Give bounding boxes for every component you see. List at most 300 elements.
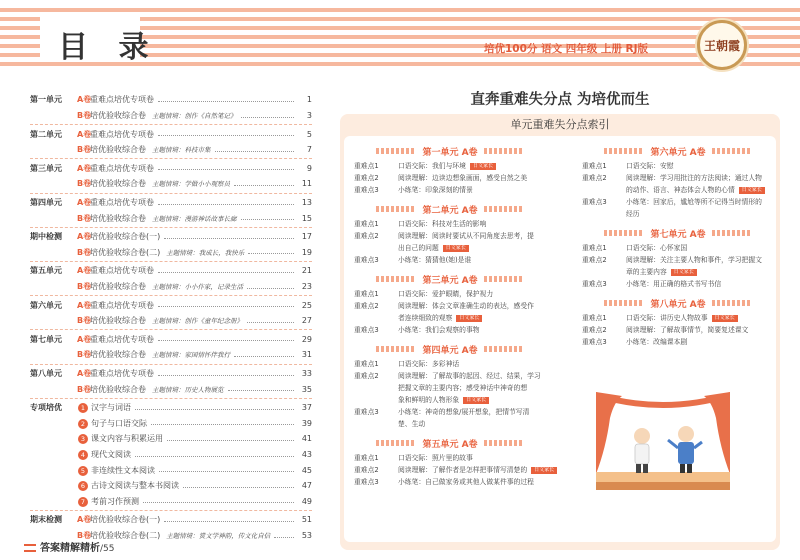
toc-name (90, 213, 237, 224)
point-tag: 日文家长 (712, 315, 738, 322)
point-text: 经历 (626, 210, 640, 218)
point-text: 阅读理解：边读边想象画面，感受自然之美 (398, 174, 528, 182)
toc-separator (30, 329, 312, 330)
toc-name (90, 315, 243, 326)
toc-page-number: 31 (301, 350, 312, 360)
toc-page-number: 35 (301, 384, 312, 394)
toc-paper-type: A卷 (77, 300, 92, 310)
point-text: 把握文章的主要内容；感受神话中神奇的想 (398, 384, 528, 392)
point-text: 口语交际：我们与环境 (398, 162, 466, 170)
toc-page-number: 13 (301, 197, 312, 207)
toc-page-number: 7 (306, 145, 312, 155)
toc-paper-type: A卷 (77, 129, 92, 139)
toc-paper-type: B卷 (77, 247, 92, 257)
toc-theme: 主题情境：历史人物展览 (152, 385, 224, 394)
point-text: 阅读理解：体会文章准确生动的表达，感受作 (398, 302, 534, 310)
toc-name (78, 433, 163, 444)
toc-title: 课文内容与积累运用 (91, 434, 163, 444)
index-point (354, 288, 493, 300)
point-text: 象和鲜明的人物形象 (398, 396, 460, 404)
toc-paper-type: B卷 (77, 110, 92, 120)
toc-name (90, 129, 154, 140)
toc-paper-type: A卷 (77, 232, 92, 242)
toc-entry[interactable] (20, 462, 312, 478)
toc-unit: 第八单元 (30, 368, 62, 378)
toc-title: 培优验收综合卷 (90, 179, 146, 189)
toc-entry[interactable] (20, 381, 312, 397)
toc-dot-leader (228, 390, 294, 391)
toc-entry[interactable] (20, 415, 312, 431)
toc-paper-type: B卷 (77, 530, 92, 540)
toc-paper-type: B卷 (77, 350, 92, 360)
toc-name (90, 300, 154, 311)
toc-page-number: 19 (301, 247, 312, 257)
index-section-title (350, 144, 550, 158)
point-tag: 日文家长 (470, 163, 496, 170)
point-text: 小练笔：神奇的想象/展开想象，把情节写清 (398, 408, 530, 416)
toc-unit: 第一单元 (30, 95, 62, 105)
toc-name (90, 349, 230, 360)
index-point (582, 278, 721, 290)
point-label: 重难点3 (582, 198, 607, 206)
toc-title: 培优验收综合卷(二) (90, 247, 161, 257)
toc-paper-type: B卷 (77, 384, 92, 394)
toc-name (90, 368, 154, 379)
index-headline: 直奔重难失分点 为培优而生 (470, 92, 650, 108)
point-label: 重难点3 (354, 478, 379, 486)
topic-number: 1 (78, 403, 88, 413)
toc-paper-type: A卷 (77, 95, 92, 105)
toc-page-number: 37 (301, 403, 312, 413)
toc-separator (30, 158, 312, 159)
point-label: 重难点2 (354, 232, 379, 240)
toc-unit: 第六单元 (30, 300, 62, 310)
toc-paper-type: A卷 (77, 515, 92, 525)
toc-entry[interactable] (20, 160, 312, 176)
point-text: 小练笔：自己做家务或其他人做某件事的过程 (398, 478, 534, 486)
index-point (354, 300, 534, 312)
toc-entry[interactable] (20, 142, 312, 158)
toc-name (90, 281, 243, 292)
toc-title: 考前习作预测 (91, 496, 139, 506)
point-label: 重难点2 (582, 174, 607, 182)
toc-unit: 第七单元 (30, 334, 62, 344)
toc-name (90, 163, 154, 174)
toc-name (90, 334, 154, 345)
toc-title: 重难点培优专项卷 (90, 334, 154, 344)
toc-theme: 主题情境：家国情怀伴我行 (152, 351, 230, 360)
point-text: 小练笔：回家后，尴尬等所不记得当时情形的 (626, 198, 762, 206)
answer-section[interactable] (24, 539, 114, 554)
toc-title: 培优验收综合卷(一) (90, 515, 161, 525)
toc-entry[interactable] (20, 210, 312, 226)
toc-dot-leader (158, 272, 294, 273)
index-point (354, 358, 459, 370)
section-title-text: 第八单元 A卷 (650, 299, 706, 310)
toc-page-number: 23 (301, 281, 312, 291)
point-text: 小练笔：我们会观察的事物 (398, 326, 480, 334)
index-section-title (350, 342, 550, 356)
point-text: 小练笔：猜猜他(她)是谁 (398, 256, 472, 264)
toc-entry[interactable] (20, 313, 312, 329)
point-text: 小练笔：用正确的格式书写书信 (626, 280, 722, 288)
index-point (354, 312, 482, 324)
point-text: 阅读理解：了解故事的起因、经过、结果，学习 (398, 372, 541, 380)
toc-name (78, 449, 131, 460)
toc-dot-leader (158, 101, 294, 102)
toc-unit: 专项培优 (30, 403, 62, 413)
toc-theme: 主题情境：学做小小观察员 (152, 180, 230, 189)
toc-paper-type: B卷 (77, 316, 92, 326)
toc-page-number: 21 (301, 266, 312, 276)
toc-entry[interactable] (20, 176, 312, 192)
index-point (582, 196, 762, 208)
toc-dot-leader (247, 288, 294, 289)
toc-entry[interactable] (20, 366, 312, 382)
toc-title: 培优验收综合卷 (90, 110, 146, 120)
logo-text: 王朝霞 (703, 38, 740, 53)
toc-paper-type: A卷 (77, 197, 92, 207)
toc-theme: 主题情境：科技市集 (152, 146, 211, 155)
toc-theme: 主题情境：小小作家，记录生活 (152, 282, 243, 291)
point-text: 口语交际：讲历史人物故事 (626, 314, 708, 322)
point-text: 口语交际：心怀家国 (626, 244, 688, 252)
toc-dot-leader (135, 456, 294, 457)
toc-unit: 第三单元 (30, 163, 62, 173)
point-label: 重难点1 (354, 220, 379, 228)
toc-entry[interactable] (20, 92, 312, 108)
section-title-text: 第一单元 A卷 (422, 147, 478, 158)
section-title-text: 第七单元 A卷 (650, 229, 706, 240)
toc-page-number: 17 (301, 232, 312, 242)
toc-title: 非连续性文本阅读 (91, 465, 155, 475)
toc-name (90, 94, 154, 105)
toc-name (90, 514, 160, 525)
toc-title: 重难点培优专项卷 (90, 368, 154, 378)
point-text: 小练笔：印象深刻的情景 (398, 186, 473, 194)
point-label: 重难点3 (354, 256, 379, 264)
point-text: 阅读理解：关注主要人物和事件，学习把握文 (626, 256, 762, 264)
point-text: 的动作、语言、神态体会人物的心情 (626, 186, 735, 194)
index-point (582, 324, 748, 336)
index-point (582, 184, 765, 196)
toc-paper-type: B卷 (77, 179, 92, 189)
point-text: 口语交际：多彩神话 (398, 360, 460, 368)
toc-title: 重难点培优专项卷 (90, 266, 154, 276)
toc-title: 古诗文阅读与整本书阅读 (91, 481, 179, 491)
index-point (582, 266, 697, 278)
toc-title: 培优验收综合卷 (90, 316, 146, 326)
toc-dot-leader (247, 322, 294, 323)
toc-entry[interactable] (20, 400, 312, 416)
point-text: 阅读理解：学习用批注的方法阅读；通过人物 (626, 174, 762, 182)
index-point (354, 418, 425, 430)
index-point (582, 172, 762, 184)
point-text: 口语交际：照片里的故事 (398, 454, 473, 462)
point-label: 重难点3 (354, 408, 379, 416)
index-point (582, 208, 640, 220)
point-label: 重难点2 (354, 372, 379, 380)
point-label: 重难点2 (582, 326, 607, 334)
page-header (0, 0, 800, 78)
toc-dot-leader (215, 151, 294, 152)
point-label: 重难点1 (582, 244, 607, 252)
list-icon (24, 544, 36, 552)
index-point (354, 160, 496, 172)
toc-dot-leader (234, 185, 294, 186)
point-label: 重难点2 (582, 256, 607, 264)
index-point (354, 324, 480, 336)
index-section-title (350, 436, 550, 450)
point-text: 章的主要内容 (626, 268, 667, 276)
index-point (354, 242, 469, 254)
toc-name (90, 247, 244, 258)
point-tag: 日文家长 (463, 397, 489, 404)
point-label: 重难点1 (354, 454, 379, 462)
point-label: 重难点3 (354, 186, 379, 194)
toc-page-number: 33 (301, 368, 312, 378)
point-tag: 日文家长 (739, 187, 765, 194)
point-text: 楚、生动 (398, 420, 426, 428)
toc-page-number: 29 (301, 334, 312, 344)
toc-title: 培优验收综合卷 (90, 350, 146, 360)
toc-name (90, 197, 154, 208)
index-point (354, 464, 557, 476)
index-point (354, 382, 527, 394)
edition-label: 培优100分 语文 四年级 上册 RJ版 (484, 43, 649, 55)
point-label: 重难点3 (354, 326, 379, 334)
point-tag: 日文家长 (671, 269, 697, 276)
point-label: 重难点1 (582, 162, 607, 170)
toc-dot-leader (151, 424, 294, 425)
toc-title: 培优验收综合卷(一) (90, 232, 161, 242)
toc-entry[interactable] (20, 347, 312, 363)
toc-entry[interactable] (20, 263, 312, 279)
point-text: 口语交际：爱护眼睛，保护视力 (398, 290, 494, 298)
section-title-text: 第五单元 A卷 (422, 439, 478, 450)
toc-dot-leader (248, 253, 294, 254)
point-label: 重难点1 (354, 162, 379, 170)
toc-name (90, 265, 154, 276)
toc-page-number: 47 (301, 481, 312, 491)
toc-title: 重难点培优专项卷 (90, 129, 154, 139)
point-label: 重难点1 (354, 360, 379, 368)
toc-title: 重难点培优专项卷 (90, 197, 154, 207)
toc-dot-leader (234, 356, 294, 357)
toc-dot-leader (241, 219, 294, 220)
point-tag: 日文家长 (443, 245, 469, 252)
point-label: 重难点1 (582, 314, 607, 322)
toc-separator (30, 261, 312, 262)
index-section-title (578, 226, 778, 240)
toc-theme: 主题情境：赏文学神韵，传文化自信 (166, 531, 271, 540)
index-section-title (350, 202, 550, 216)
toc-theme: 主题情境：创作《童年纪念册》 (152, 317, 243, 326)
toc-name (90, 530, 270, 541)
toc-page-number: 39 (301, 418, 312, 428)
index-point (582, 254, 762, 266)
toc-name (90, 231, 160, 242)
toc-dot-leader (143, 502, 294, 503)
topic-number: 4 (78, 450, 88, 460)
toc-name (90, 144, 211, 155)
toc-page-number: 45 (301, 465, 312, 475)
point-text: 阅读理解：了解故事情节，简要复述课文 (626, 326, 749, 334)
section-title-text: 第三单元 A卷 (422, 275, 478, 286)
point-label: 重难点2 (354, 174, 379, 182)
toc-dot-leader (158, 204, 294, 205)
toc-dot-leader (164, 238, 294, 239)
point-label: 重难点3 (582, 338, 607, 346)
toc-paper-type: A卷 (77, 334, 92, 344)
toc-title: 培优验收综合卷 (90, 281, 146, 291)
toc-separator (30, 295, 312, 296)
toc-dot-leader (158, 135, 294, 136)
point-text: 口语交际：科技对生活的影响 (398, 220, 487, 228)
toc-theme: 主题情境：漫游神话故事长廊 (152, 214, 237, 223)
stage-illustration (592, 388, 734, 500)
toc-dot-leader (158, 169, 294, 170)
toc-dot-leader (164, 521, 294, 522)
toc-page-number: 25 (301, 300, 312, 310)
toc-name (78, 480, 179, 491)
point-tag: 日文家长 (531, 467, 557, 474)
index-point (582, 160, 674, 172)
index-point (354, 230, 534, 242)
point-label: 重难点2 (354, 466, 379, 474)
point-text: 阅读理解：阅读时要试从不同角度去思考，提 (398, 232, 534, 240)
index-section-title (350, 272, 550, 286)
point-text: 者连续细致的观察 (398, 314, 453, 322)
toc-separator (30, 193, 312, 194)
toc-entry[interactable] (20, 331, 312, 347)
toc-entry[interactable] (20, 126, 312, 142)
toc-title: 培优验收综合卷(二) (90, 530, 161, 540)
toc-dot-leader (274, 537, 294, 538)
toc-dot-leader (159, 471, 294, 472)
toc-entry[interactable] (20, 279, 312, 295)
point-label: 重难点3 (582, 280, 607, 288)
toc-entry[interactable] (20, 244, 312, 260)
toc-title: 培优验收综合卷 (90, 213, 146, 223)
point-text: 口语交际：安慰 (626, 162, 674, 170)
index-point (354, 218, 486, 230)
toc-page-number: 15 (301, 213, 312, 223)
toc-title: 重难点培优专项卷 (90, 163, 154, 173)
toc-entry[interactable] (20, 297, 312, 313)
index-point (354, 370, 541, 382)
toc-page-number: 3 (306, 110, 312, 120)
toc-unit: 第二单元 (30, 129, 62, 139)
index-point (354, 184, 473, 196)
index-point (354, 254, 471, 266)
topic-number: 5 (78, 466, 88, 476)
index-point (354, 172, 527, 184)
topic-number: 3 (78, 434, 88, 444)
toc-separator (30, 510, 312, 511)
toc-name (78, 465, 155, 476)
index-point (582, 312, 738, 324)
point-text: 出自己的问题 (398, 244, 439, 252)
answer-label: 答案精解精析 (40, 543, 100, 554)
toc-page-number: 27 (301, 316, 312, 326)
toc-separator (30, 364, 312, 365)
toc-separator (30, 124, 312, 125)
index-section-title (578, 144, 778, 158)
toc-title: 句子与口语交际 (91, 418, 147, 428)
toc-entry[interactable] (20, 229, 312, 245)
toc-title: 现代文阅读 (91, 449, 131, 459)
toc-title: 培优验收综合卷 (90, 145, 146, 155)
toc-page-number: 49 (301, 496, 312, 506)
section-title-text: 第六单元 A卷 (650, 147, 706, 158)
toc-entry[interactable] (20, 493, 312, 509)
toc-entry[interactable] (20, 195, 312, 211)
index-point (354, 452, 473, 464)
toc-title: 汉字与词语 (91, 403, 131, 413)
toc-unit: 期末检测 (30, 515, 62, 525)
toc-page-number: 53 (301, 530, 312, 540)
toc-page-number: 51 (301, 515, 312, 525)
toc-title: 培优验收综合卷 (90, 384, 146, 394)
toc-dot-leader (158, 306, 294, 307)
page-title: 目 录 (58, 30, 159, 65)
answer-page: /55 (100, 544, 115, 554)
toc-paper-type: B卷 (77, 213, 92, 223)
index-point (354, 476, 534, 488)
header-stripe (0, 8, 800, 12)
toc-entry[interactable] (20, 478, 312, 494)
toc-dot-leader (158, 340, 294, 341)
toc-theme: 主题情境：我成长，我快乐 (166, 248, 245, 257)
toc-theme: 主题情境：创作《自然笔记》 (152, 111, 237, 120)
index-point (582, 336, 687, 348)
toc-dot-leader (158, 375, 294, 376)
point-tag: 日文家长 (456, 315, 482, 322)
toc-page-number: 5 (306, 129, 312, 139)
toc-dot-leader (183, 487, 294, 488)
section-title-text: 第四单元 A卷 (422, 345, 478, 356)
toc-unit: 第五单元 (30, 266, 62, 276)
toc-entry[interactable] (20, 108, 312, 124)
toc-entry[interactable] (20, 431, 312, 447)
toc-dot-leader (167, 440, 294, 441)
toc-page-number: 11 (301, 179, 312, 189)
index-section-title (578, 296, 778, 310)
toc-dot-leader (135, 409, 294, 410)
toc-separator (30, 398, 312, 399)
toc-separator (30, 227, 312, 228)
topic-number: 2 (78, 419, 88, 429)
point-text: 阅读理解：了解作者是怎样把事情写清楚的 (398, 466, 528, 474)
toc-paper-type: A卷 (77, 163, 92, 173)
toc-page-number: 43 (301, 449, 312, 459)
toc-title: 重难点培优专项卷 (90, 300, 154, 310)
toc-name (78, 402, 131, 413)
index-point (582, 242, 687, 254)
toc-page-number: 41 (301, 434, 312, 444)
toc-paper-type: A卷 (77, 368, 92, 378)
topic-number: 7 (78, 497, 88, 507)
point-text: 小练笔：改编课本剧 (626, 338, 688, 346)
toc-name (90, 384, 224, 395)
index-title: 单元重难失分点索引 (510, 118, 610, 131)
index-point (354, 406, 529, 418)
toc-entry[interactable] (20, 447, 312, 463)
toc-name (78, 418, 147, 429)
toc-entry[interactable] (20, 512, 312, 528)
toc-name (90, 110, 237, 121)
